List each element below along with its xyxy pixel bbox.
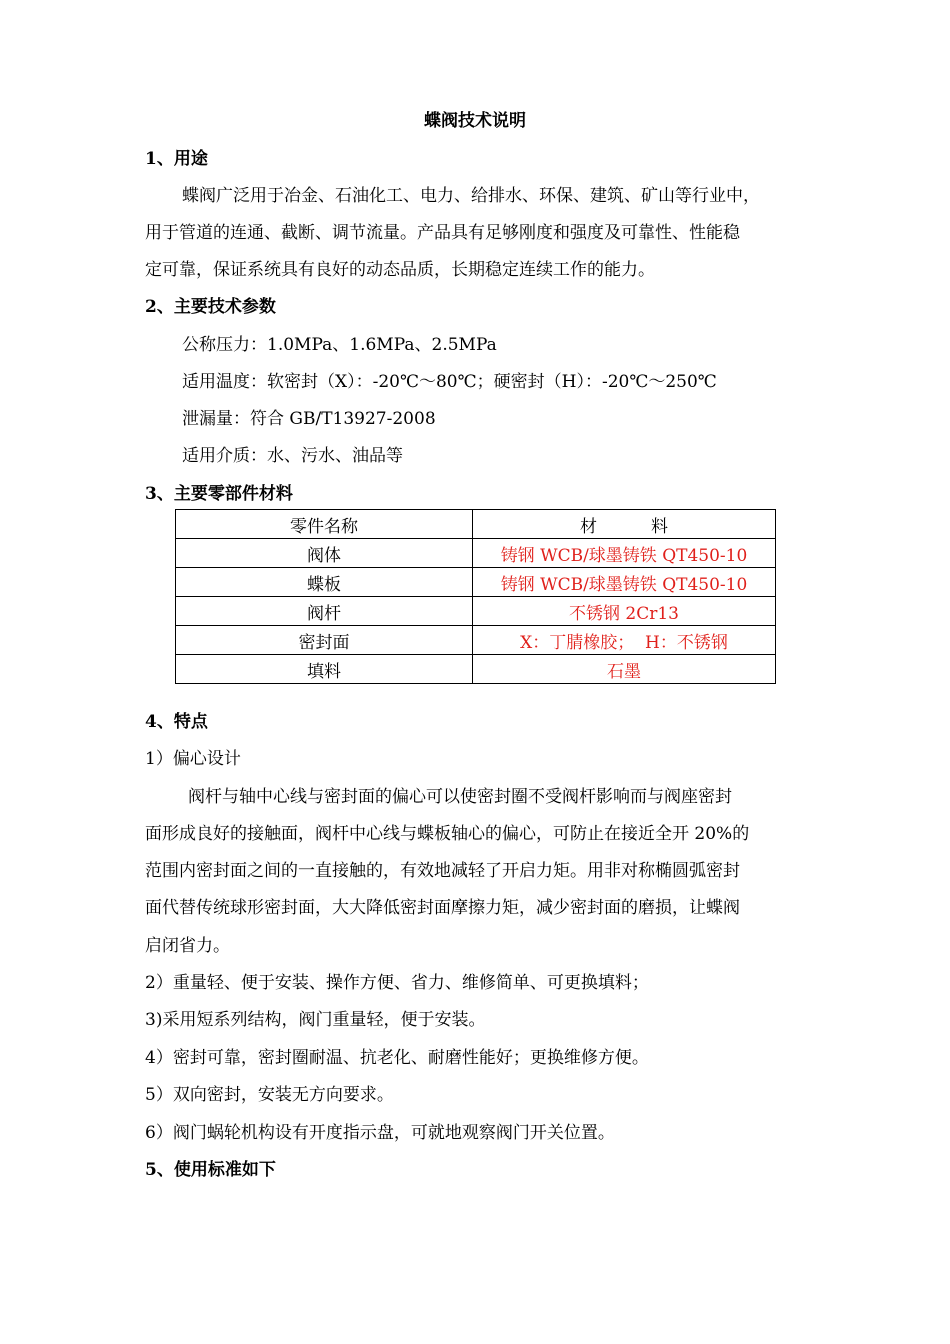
section-3-heading: 3、主要零部件材料 [145, 484, 293, 504]
document-title: 蝶阀技术说明 [424, 111, 526, 131]
section-1-line-2: 用于管道的连通、截断、调节流量。产品具有足够刚度和强度及可靠性、性能稳 [145, 223, 740, 243]
feature-1-line-3: 范围内密封面之间的一直接触的，有效地减轻了开启力矩。用非对称椭圆弧密封 [145, 861, 740, 881]
material-cell: 石墨 [473, 655, 776, 684]
section-2-heading: 2、主要技术参数 [145, 297, 276, 317]
material-cell: 不锈钢 2Cr13 [473, 597, 776, 626]
table-row [176, 539, 776, 568]
feature-1-line-2: 面形成良好的接触面，阀杆中心线与蝶板轴心的偏心，可防止在接近全开 20%的 [145, 824, 750, 844]
section-1-line-3: 定可靠，保证系统具有良好的动态品质，长期稳定连续工作的能力。 [145, 260, 655, 280]
table-row [176, 655, 776, 684]
section-1-heading: 1、用途 [145, 149, 208, 169]
header-material: 材 料 [473, 510, 776, 539]
material-cell: 铸钢 WCB/球墨铸铁 QT450-10 [473, 568, 776, 597]
section-4-heading: 4、特点 [145, 712, 208, 732]
feature-4: 4）密封可靠，密封圈耐温、抗老化、耐磨性能好；更换维修方便。 [145, 1048, 649, 1068]
table-header-row [176, 510, 776, 539]
material-cell: X：丁腈橡胶； H：不锈钢 [473, 626, 776, 655]
part-name-cell: 阀体 [176, 539, 473, 568]
param-medium: 适用介质：水、污水、油品等 [182, 446, 403, 466]
feature-3: 3)采用短系列结构，阀门重量轻，便于安装。 [145, 1010, 486, 1030]
materials-table [175, 509, 776, 684]
part-name-cell: 蝶板 [176, 568, 473, 597]
part-name-cell: 阀杆 [176, 597, 473, 626]
param-leakage: 泄漏量：符合 GB/T13927-2008 [182, 409, 436, 429]
part-name-cell: 密封面 [176, 626, 473, 655]
section-1-line-1: 蝶阀广泛用于冶金、石油化工、电力、给排水、环保、建筑、矿山等行业中， [182, 186, 760, 206]
feature-1-line-4: 面代替传统球形密封面，大大降低密封面摩擦力矩，减少密封面的磨损，让蝶阀 [145, 898, 740, 918]
table-row [176, 597, 776, 626]
feature-1-title: 1）偏心设计 [145, 749, 241, 769]
header-part-name: 零件名称 [176, 510, 473, 539]
material-cell: 铸钢 WCB/球墨铸铁 QT450-10 [473, 539, 776, 568]
feature-6: 6）阀门蜗轮机构设有开度指示盘，可就地观察阀门开关位置。 [145, 1123, 615, 1143]
feature-1-line-5: 启闭省力。 [145, 936, 230, 956]
feature-5: 5）双向密封，安装无方向要求。 [145, 1085, 394, 1105]
table-row [176, 568, 776, 597]
param-pressure: 公称压力：1.0MPa、1.6MPa、2.5MPa [182, 335, 497, 355]
feature-1-line-1: 阀杆与轴中心线与密封面的偏心可以使密封圈不受阀杆影响而与阀座密封 [188, 787, 732, 807]
section-5-heading: 5、使用标准如下 [145, 1160, 276, 1180]
table-row [176, 626, 776, 655]
param-temperature: 适用温度：软密封（X）：-20℃～80℃；硬密封（H）：-20℃～250℃ [182, 372, 717, 392]
part-name-cell: 填料 [176, 655, 473, 684]
feature-2: 2）重量轻、便于安装、操作方便、省力、维修简单、可更换填料； [145, 973, 649, 993]
